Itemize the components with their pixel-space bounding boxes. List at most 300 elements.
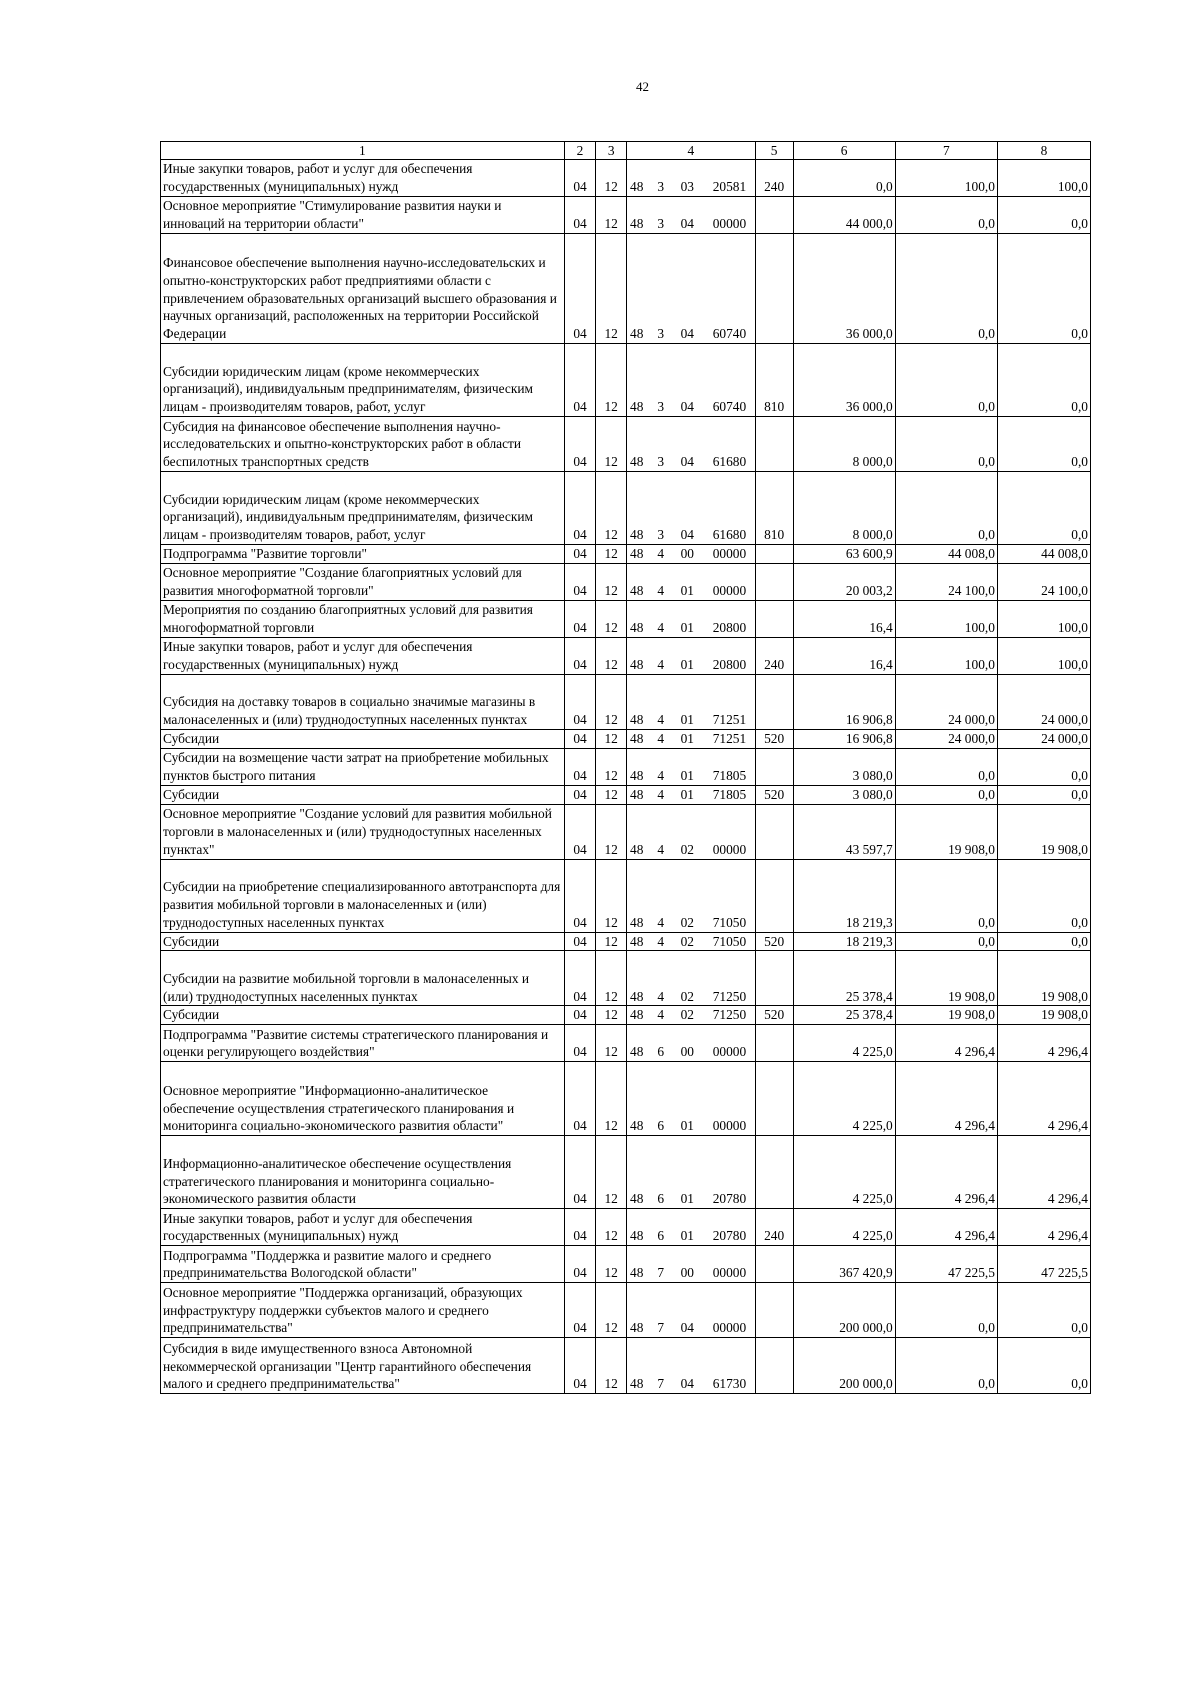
row-subprogram-code: 4 [651,748,670,785]
row-section-code: 04 [564,675,596,730]
table-row [161,1283,1091,1338]
row-section-code: 04 [564,601,596,638]
row-program-code: 48 [627,730,652,749]
row-program-code: 48 [627,234,652,344]
row-program-code: 48 [627,932,652,951]
row-description: Субсидии юридическим лицам (кроме некоммерческих организаций), индивидуальным предпринимателям, физическим лицам - производителям товаров, работ, услуг [161,344,565,417]
row-amount-col7: 100,0 [895,638,997,675]
row-description: Иные закупки товаров, работ и услуг для обеспечения государственных (муниципальных) нужд [161,638,565,675]
row-amount-col7: 0,0 [895,748,997,785]
row-expense-type [755,1062,793,1136]
row-subsection-code: 12 [596,1136,627,1209]
table-row [161,859,1091,932]
row-amount-col6: 18 219,3 [793,859,895,932]
row-subsection-code: 12 [596,545,627,564]
row-description: Субсидии на возмещение части затрат на приобретение мобильных пунктов быстрого питания [161,748,565,785]
row-section-code: 04 [564,951,596,1006]
row-activity-code: 01 [670,785,704,804]
row-subprogram-code: 4 [651,785,670,804]
row-expense-type: 240 [755,160,793,197]
row-amount-col8: 100,0 [997,638,1090,675]
row-section-code: 04 [564,1338,596,1394]
row-program-code: 48 [627,1136,652,1209]
row-description: Основное мероприятие "Поддержка организаций, образующих инфраструктуру поддержки субъектов малого и среднего предпринимательства" [161,1283,565,1338]
row-amount-col7: 0,0 [895,932,997,951]
row-subprogram-code: 4 [651,545,670,564]
row-subsection-code: 12 [596,1209,627,1246]
row-activity-code: 01 [670,564,704,601]
row-subprogram-code: 7 [651,1283,670,1338]
row-subprogram-code: 4 [651,564,670,601]
table-row [161,932,1091,951]
row-direction-code: 20780 [704,1136,755,1209]
row-amount-col8: 4 296,4 [997,1209,1090,1246]
row-activity-code: 04 [670,472,704,545]
table-row [161,1025,1091,1062]
header-col-8: 8 [997,142,1090,160]
row-section-code: 04 [564,638,596,675]
row-expense-type [755,197,793,234]
row-program-code: 48 [627,785,652,804]
row-amount-col8: 44 008,0 [997,545,1090,564]
row-section-code: 04 [564,160,596,197]
row-section-code: 04 [564,748,596,785]
row-subprogram-code: 4 [651,932,670,951]
row-direction-code: 71805 [704,785,755,804]
row-program-code: 48 [627,638,652,675]
row-amount-col6: 3 080,0 [793,748,895,785]
row-subsection-code: 12 [596,785,627,804]
row-program-code: 48 [627,748,652,785]
row-description: Финансовое обеспечение выполнения научно-исследовательских и опытно-конструкторских работ предприятиями области с привлечением образовательных организаций высшего образования и научных организаций, расположенных на территории Российской Федерации [161,234,565,344]
row-amount-col8: 0,0 [997,472,1090,545]
row-subsection-code: 12 [596,1006,627,1025]
row-amount-col7: 19 908,0 [895,1006,997,1025]
row-description: Субсидии юридическим лицам (кроме некоммерческих организаций), индивидуальным предпринимателям, физическим лицам - производителям товаров, работ, услуг [161,472,565,545]
row-activity-code: 01 [670,1136,704,1209]
header-col-5: 5 [755,142,793,160]
row-amount-col8: 0,0 [997,748,1090,785]
row-section-code: 04 [564,1136,596,1209]
row-amount-col8: 0,0 [997,785,1090,804]
row-direction-code: 71050 [704,932,755,951]
row-activity-code: 01 [670,601,704,638]
row-expense-type: 240 [755,1209,793,1246]
row-amount-col7: 0,0 [895,417,997,472]
row-subsection-code: 12 [596,1338,627,1394]
row-amount-col7: 19 908,0 [895,804,997,859]
row-direction-code: 00000 [704,804,755,859]
row-amount-col6: 8 000,0 [793,472,895,545]
row-amount-col8: 0,0 [997,1338,1090,1394]
row-description: Субсидия на финансовое обеспечение выполнения научно-исследовательских и опытно-конструкторских работ в области беспилотных транспортных средств [161,417,565,472]
row-section-code: 04 [564,564,596,601]
row-activity-code: 04 [670,344,704,417]
row-section-code: 04 [564,197,596,234]
row-section-code: 04 [564,1283,596,1338]
page-number: 42 [636,79,649,94]
row-amount-col7: 44 008,0 [895,545,997,564]
row-program-code: 48 [627,1246,652,1283]
row-description: Подпрограмма "Развитие торговли" [161,545,565,564]
row-amount-col6: 4 225,0 [793,1209,895,1246]
row-section-code: 04 [564,472,596,545]
row-subsection-code: 12 [596,197,627,234]
row-description: Иные закупки товаров, работ и услуг для обеспечения государственных (муниципальных) нужд [161,1209,565,1246]
row-subsection-code: 12 [596,748,627,785]
row-activity-code: 01 [670,638,704,675]
row-expense-type: 810 [755,472,793,545]
row-subprogram-code: 6 [651,1136,670,1209]
row-subsection-code: 12 [596,344,627,417]
row-amount-col6: 20 003,2 [793,564,895,601]
row-subprogram-code: 4 [651,730,670,749]
header-col-2: 2 [564,142,596,160]
row-expense-type [755,601,793,638]
row-description: Субсидия на доставку товаров в социально значимые магазины в малонаселенных и (или) труднодоступных населенных пунктах [161,675,565,730]
table-row [161,1209,1091,1246]
table-row [161,417,1091,472]
row-expense-type [755,1283,793,1338]
row-direction-code: 20800 [704,601,755,638]
table-row [161,748,1091,785]
row-amount-col7: 24 100,0 [895,564,997,601]
row-expense-type [755,1246,793,1283]
row-activity-code: 02 [670,1006,704,1025]
row-expense-type [755,1136,793,1209]
row-expense-type [755,859,793,932]
row-subprogram-code: 6 [651,1209,670,1246]
row-amount-col8: 47 225,5 [997,1246,1090,1283]
row-activity-code: 01 [670,748,704,785]
row-subprogram-code: 3 [651,160,670,197]
row-subsection-code: 12 [596,417,627,472]
row-program-code: 48 [627,804,652,859]
row-direction-code: 61680 [704,472,755,545]
row-amount-col8: 24 000,0 [997,730,1090,749]
row-description: Субсидии [161,932,565,951]
row-amount-col6: 25 378,4 [793,1006,895,1025]
row-amount-col7: 4 296,4 [895,1136,997,1209]
row-direction-code: 71251 [704,730,755,749]
row-amount-col6: 44 000,0 [793,197,895,234]
row-description: Основное мероприятие "Создание условий для развития мобильной торговли в малонаселенных и (или) труднодоступных населенных пунктах" [161,804,565,859]
row-program-code: 48 [627,601,652,638]
row-program-code: 48 [627,1062,652,1136]
row-amount-col7: 0,0 [895,197,997,234]
row-activity-code: 04 [670,234,704,344]
table-row [161,1062,1091,1136]
row-expense-type: 810 [755,344,793,417]
row-direction-code: 20800 [704,638,755,675]
row-subprogram-code: 4 [651,951,670,1006]
row-amount-col8: 100,0 [997,601,1090,638]
row-subsection-code: 12 [596,564,627,601]
row-subprogram-code: 7 [651,1246,670,1283]
row-section-code: 04 [564,1025,596,1062]
row-section-code: 04 [564,1006,596,1025]
row-amount-col6: 16 906,8 [793,730,895,749]
row-direction-code: 71251 [704,675,755,730]
row-direction-code: 61730 [704,1338,755,1394]
row-expense-type [755,804,793,859]
row-section-code: 04 [564,417,596,472]
row-subprogram-code: 4 [651,675,670,730]
row-direction-code: 00000 [704,545,755,564]
row-subprogram-code: 3 [651,417,670,472]
row-expense-type: 520 [755,785,793,804]
table-row [161,472,1091,545]
row-amount-col7: 0,0 [895,1283,997,1338]
row-description: Субсидии [161,1006,565,1025]
row-amount-col6: 4 225,0 [793,1025,895,1062]
row-direction-code: 60740 [704,234,755,344]
row-expense-type [755,748,793,785]
row-activity-code: 04 [670,197,704,234]
row-activity-code: 02 [670,859,704,932]
row-activity-code: 01 [670,1062,704,1136]
row-expense-type: 240 [755,638,793,675]
row-amount-col6: 200 000,0 [793,1283,895,1338]
row-activity-code: 00 [670,545,704,564]
row-subsection-code: 12 [596,951,627,1006]
row-direction-code: 71050 [704,859,755,932]
table-row [161,545,1091,564]
row-section-code: 04 [564,804,596,859]
row-amount-col6: 3 080,0 [793,785,895,804]
row-section-code: 04 [564,859,596,932]
row-amount-col7: 4 296,4 [895,1209,997,1246]
table-row [161,160,1091,197]
table-row [161,804,1091,859]
row-amount-col7: 100,0 [895,601,997,638]
row-direction-code: 00000 [704,1283,755,1338]
row-section-code: 04 [564,1246,596,1283]
table-row [161,730,1091,749]
row-program-code: 48 [627,197,652,234]
table-body [161,160,1091,1394]
row-section-code: 04 [564,1209,596,1246]
row-direction-code: 00000 [704,1246,755,1283]
row-subprogram-code: 4 [651,638,670,675]
row-program-code: 48 [627,417,652,472]
row-expense-type [755,1338,793,1394]
row-expense-type [755,564,793,601]
row-section-code: 04 [564,785,596,804]
row-program-code: 48 [627,1025,652,1062]
row-direction-code: 71805 [704,748,755,785]
row-direction-code: 71250 [704,1006,755,1025]
row-direction-code: 00000 [704,197,755,234]
row-activity-code: 01 [670,675,704,730]
row-amount-col7: 0,0 [895,859,997,932]
row-description: Подпрограмма "Развитие системы стратегического планирования и оценки регулирующего воздействия" [161,1025,565,1062]
header-col-3: 3 [596,142,627,160]
row-expense-type [755,951,793,1006]
row-subprogram-code: 3 [651,234,670,344]
row-subsection-code: 12 [596,1283,627,1338]
table-row [161,1006,1091,1025]
row-activity-code: 04 [670,1338,704,1394]
row-amount-col8: 0,0 [997,234,1090,344]
row-subsection-code: 12 [596,730,627,749]
row-description: Информационно-аналитическое обеспечение осуществления стратегического планирования и мониторинга социально-экономического развития области [161,1136,565,1209]
row-subprogram-code: 3 [651,197,670,234]
row-subprogram-code: 6 [651,1025,670,1062]
row-amount-col7: 24 000,0 [895,730,997,749]
row-program-code: 48 [627,564,652,601]
row-amount-col7: 0,0 [895,472,997,545]
row-activity-code: 01 [670,1209,704,1246]
row-program-code: 48 [627,675,652,730]
row-subprogram-code: 4 [651,601,670,638]
row-amount-col8: 19 908,0 [997,951,1090,1006]
row-expense-type: 520 [755,1006,793,1025]
row-amount-col8: 24 100,0 [997,564,1090,601]
row-amount-col6: 16,4 [793,601,895,638]
row-amount-col8: 19 908,0 [997,804,1090,859]
row-amount-col8: 4 296,4 [997,1062,1090,1136]
row-amount-col6: 200 000,0 [793,1338,895,1394]
row-amount-col7: 4 296,4 [895,1025,997,1062]
row-subprogram-code: 4 [651,859,670,932]
row-amount-col8: 0,0 [997,344,1090,417]
row-amount-col8: 100,0 [997,160,1090,197]
table-row [161,344,1091,417]
row-description: Субсидии на развитие мобильной торговли в малонаселенных и (или) труднодоступных населенных пунктах [161,951,565,1006]
row-amount-col8: 0,0 [997,859,1090,932]
row-subsection-code: 12 [596,601,627,638]
row-expense-type: 520 [755,730,793,749]
row-activity-code: 01 [670,730,704,749]
row-activity-code: 04 [670,1283,704,1338]
row-activity-code: 03 [670,160,704,197]
row-subsection-code: 12 [596,1025,627,1062]
row-amount-col6: 63 600,9 [793,545,895,564]
row-amount-col7: 0,0 [895,234,997,344]
header-col-1: 1 [161,142,565,160]
row-amount-col8: 0,0 [997,932,1090,951]
row-amount-col6: 4 225,0 [793,1136,895,1209]
row-amount-col8: 4 296,4 [997,1025,1090,1062]
row-amount-col7: 100,0 [895,160,997,197]
table-row [161,675,1091,730]
row-expense-type [755,234,793,344]
row-direction-code: 00000 [704,1062,755,1136]
row-direction-code: 00000 [704,1025,755,1062]
row-section-code: 04 [564,1062,596,1136]
row-subprogram-code: 4 [651,1006,670,1025]
row-subprogram-code: 7 [651,1338,670,1394]
row-activity-code: 02 [670,951,704,1006]
table-row [161,1136,1091,1209]
row-activity-code: 00 [670,1025,704,1062]
table-row [161,1246,1091,1283]
row-expense-type: 520 [755,932,793,951]
table-row [161,564,1091,601]
row-subsection-code: 12 [596,932,627,951]
row-subsection-code: 12 [596,859,627,932]
row-amount-col6: 8 000,0 [793,417,895,472]
row-amount-col7: 0,0 [895,785,997,804]
row-subsection-code: 12 [596,472,627,545]
row-amount-col6: 25 378,4 [793,951,895,1006]
row-description: Мероприятия по созданию благоприятных условий для развития многоформатной торговли [161,601,565,638]
table-row [161,1338,1091,1394]
row-description: Основное мероприятие "Стимулирование развития науки и инноваций на территории области" [161,197,565,234]
row-activity-code: 00 [670,1246,704,1283]
row-program-code: 48 [627,472,652,545]
row-program-code: 48 [627,1338,652,1394]
row-amount-col8: 24 000,0 [997,675,1090,730]
row-subprogram-code: 6 [651,1062,670,1136]
row-expense-type [755,417,793,472]
row-section-code: 04 [564,234,596,344]
row-expense-type [755,545,793,564]
row-description: Иные закупки товаров, работ и услуг для обеспечения государственных (муниципальных) нужд [161,160,565,197]
row-amount-col7: 4 296,4 [895,1062,997,1136]
row-amount-col7: 0,0 [895,344,997,417]
row-program-code: 48 [627,545,652,564]
header-row [161,142,1091,160]
row-amount-col6: 16,4 [793,638,895,675]
row-direction-code: 60740 [704,344,755,417]
row-amount-col6: 43 597,7 [793,804,895,859]
row-program-code: 48 [627,1283,652,1338]
row-subsection-code: 12 [596,804,627,859]
row-direction-code: 20780 [704,1209,755,1246]
row-description: Подпрограмма "Поддержка и развитие малого и среднего предпринимательства Вологодской области" [161,1246,565,1283]
row-amount-col6: 367 420,9 [793,1246,895,1283]
row-subsection-code: 12 [596,675,627,730]
row-program-code: 48 [627,951,652,1006]
row-amount-col7: 0,0 [895,1338,997,1394]
row-amount-col8: 4 296,4 [997,1136,1090,1209]
row-direction-code: 00000 [704,564,755,601]
row-program-code: 48 [627,1006,652,1025]
row-amount-col8: 19 908,0 [997,1006,1090,1025]
row-activity-code: 04 [670,417,704,472]
row-program-code: 48 [627,160,652,197]
row-amount-col8: 0,0 [997,1283,1090,1338]
table-row [161,785,1091,804]
row-amount-col6: 16 906,8 [793,675,895,730]
row-subprogram-code: 3 [651,472,670,545]
row-description: Основное мероприятие "Создание благоприятных условий для развития многоформатной торговли" [161,564,565,601]
row-amount-col7: 24 000,0 [895,675,997,730]
budget-table [160,141,1091,1394]
row-activity-code: 02 [670,932,704,951]
row-section-code: 04 [564,932,596,951]
row-amount-col6: 36 000,0 [793,234,895,344]
row-subsection-code: 12 [596,1246,627,1283]
row-amount-col7: 19 908,0 [895,951,997,1006]
table-row [161,234,1091,344]
row-amount-col6: 18 219,3 [793,932,895,951]
row-section-code: 04 [564,344,596,417]
row-activity-code: 02 [670,804,704,859]
table-row [161,638,1091,675]
row-description: Субсидия в виде имущественного взноса Автономной некоммерческой организации "Центр гарантийного обеспечения малого и среднего предпринимательства" [161,1338,565,1394]
row-subsection-code: 12 [596,1062,627,1136]
row-subsection-code: 12 [596,160,627,197]
header-col-7: 7 [895,142,997,160]
row-direction-code: 71250 [704,951,755,1006]
table-row [161,197,1091,234]
table-row [161,601,1091,638]
row-amount-col8: 0,0 [997,417,1090,472]
row-amount-col8: 0,0 [997,197,1090,234]
